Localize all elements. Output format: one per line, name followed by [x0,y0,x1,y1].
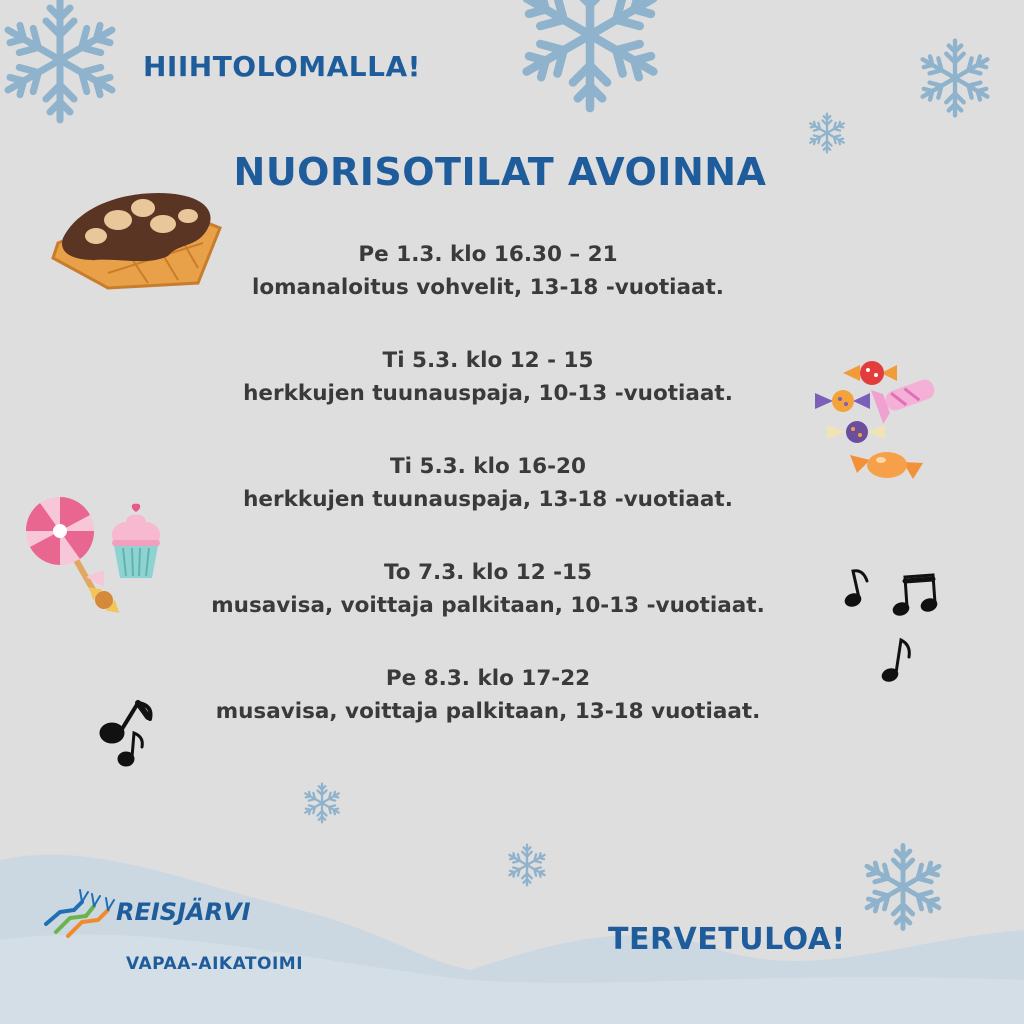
snowflake-icon [858,842,948,932]
event-time: Ti 5.3. klo 12 - 15 [382,348,594,373]
event-item [0,662,976,768]
snowflake-icon [301,782,343,824]
event-item [0,238,976,344]
page-title: NUORISOTILAT AVOINNA [233,150,767,194]
snowflake-icon [500,0,680,110]
brand-name: REISJÄRVI [116,898,251,926]
event-item [0,450,976,556]
event-description: lomanaloitus vohvelit, 13-18 -vuotiaat. [252,275,724,300]
event-item [0,556,976,662]
event-schedule [0,238,976,768]
event-time: Ti 5.3. klo 16-20 [390,454,586,479]
event-time: Pe 8.3. klo 17-22 [385,666,591,691]
event-description: musavisa, voittaja palkitaan, 13-18 vuotiaat. [215,699,761,724]
event-item [0,344,976,450]
event-description: musavisa, voittaja palkitaan, 10-13 -vuotiaat. [211,593,765,618]
event-time: To 7.3. klo 12 -15 [384,560,592,585]
top-heading: HIIHTOLOMALLA! [143,50,421,83]
brand-subtitle: VAPAA-AIKATOIMI [126,954,304,974]
snowflake-icon [0,0,125,125]
reindeer-logo-icon [42,880,116,938]
event-description: herkkujen tuunauspaja, 10-13 -vuotiaat. [243,381,733,406]
event-time: Pe 1.3. klo 16.30 – 21 [358,242,618,267]
snowflake-icon [806,112,848,154]
snowflake-icon [910,33,1000,123]
snowflake-icon [505,843,549,887]
event-description: herkkujen tuunauspaja, 13-18 -vuotiaat. [243,487,733,512]
welcome-text: TERVETULOA! [608,922,846,957]
